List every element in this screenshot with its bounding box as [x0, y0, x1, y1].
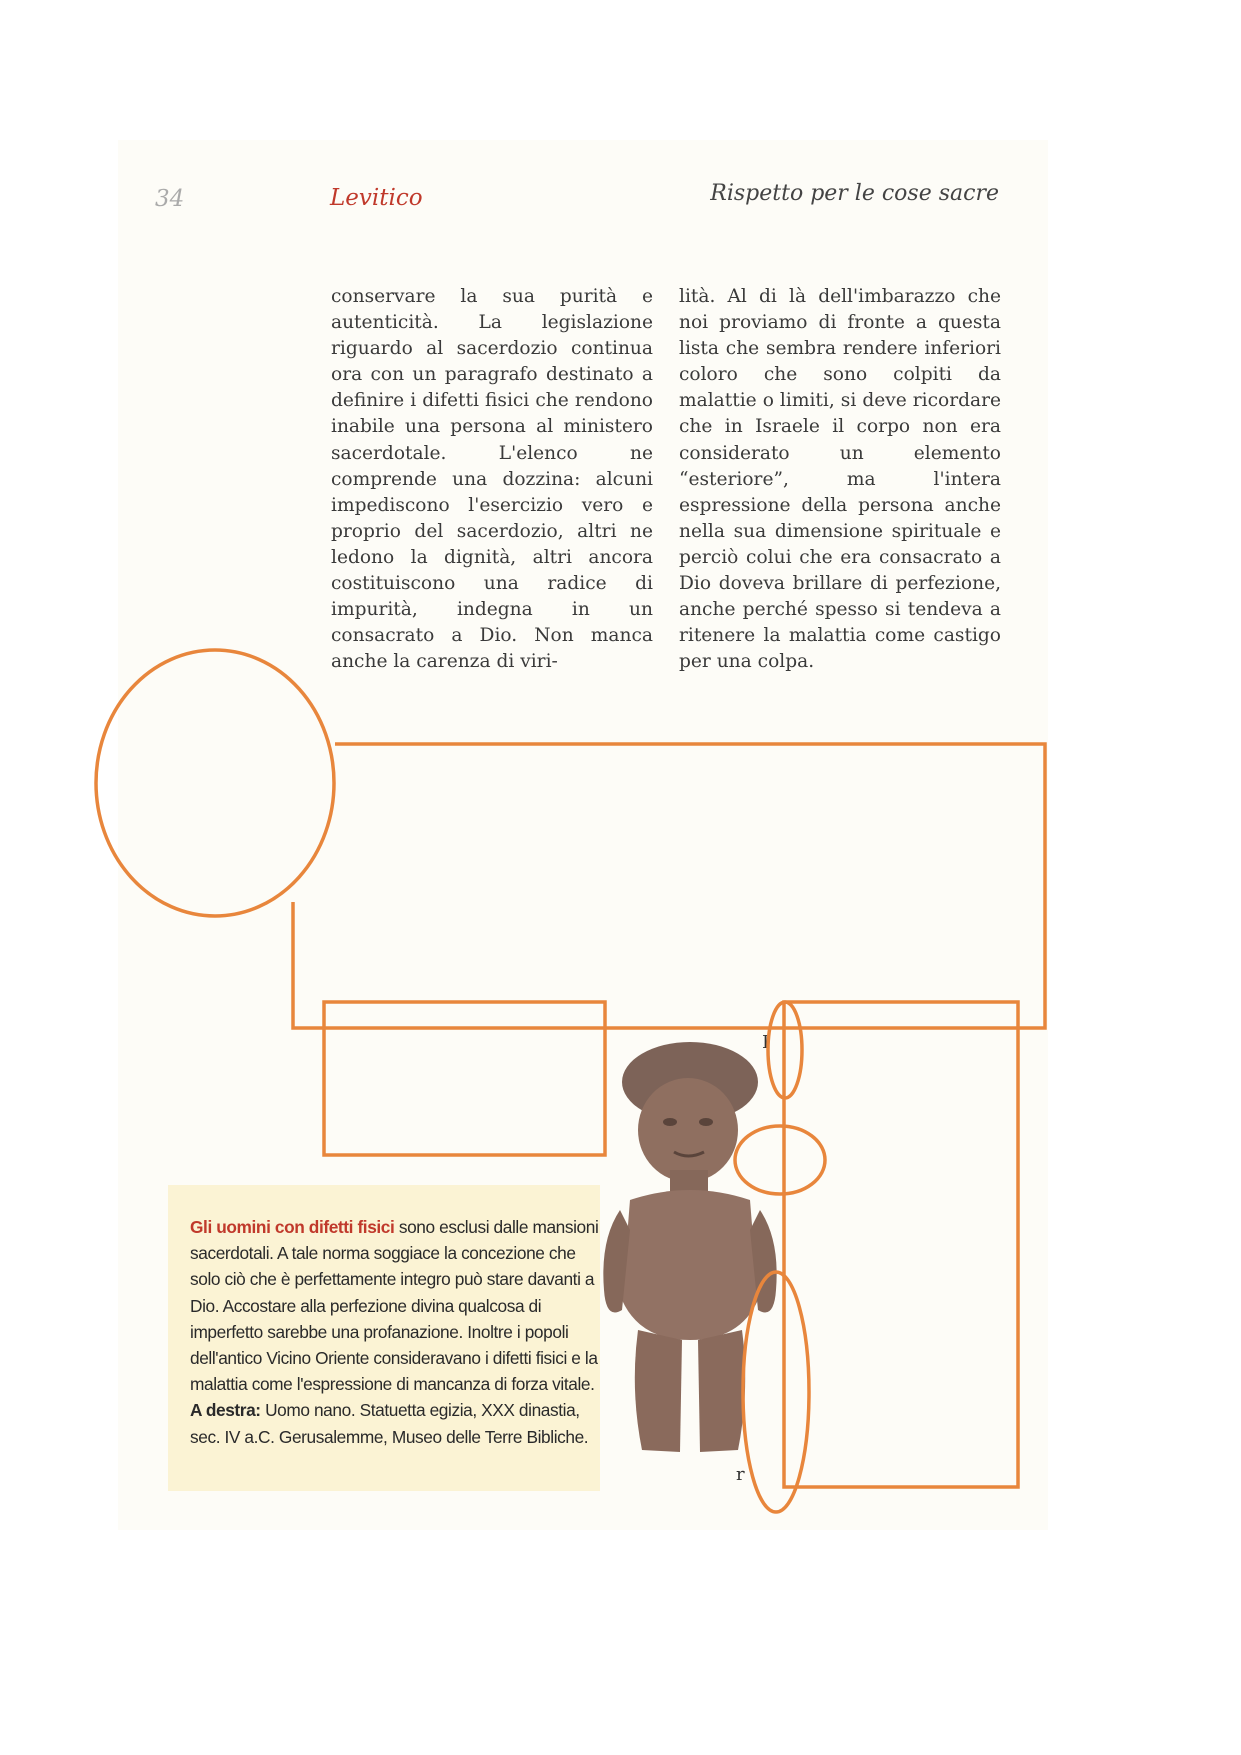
caption-right-label: A destra:: [190, 1400, 261, 1421]
text-fragment: I: [762, 1032, 770, 1053]
statue-image: [590, 1040, 790, 1500]
caption-right-text: Uomo nano. Statuetta egizia, XXX dinastia, sec. IV a.C. Gerusalemme, Museo delle Terre Bibliche.: [190, 1400, 589, 1447]
paragraph-right: lità. Al di là dell'imbarazzo che noi proviamo di fronte a questa lista che sembra rendere inferiori coloro che sono colpiti da malattie o limiti, si deve ricordare che in Israele il corpo non era considerato un elemento “esteriore”, ma l'intera espressione della persona anche nella sua dimensione spirituale e perciò colui che era consacrato a Dio doveva brillare di perfezione, anche perché spesso si tendeva a ritenere la malattia come castigo per una colpa.: [679, 286, 1001, 673]
section-title: Rispetto per le cose sacre: [710, 181, 999, 206]
paragraph-left: conservare la sua purità e autenticità. La legislazione riguardo al sacerdozio continua ora con un paragrafo destinato a definire i difetti fisici che rendono inabile una persona al ministero sacerdotale. L'elenco ne comprende una dozzina: alcuni impediscono l'esercizio vero e proprio del sacerdozio, altri ne ledono la dignità, altri ancora costituiscono una radice di impurità, indegna in un consacrato a Dio. Non manca anche la carenza di viri-: [331, 286, 653, 673]
text-fragment: r: [736, 1464, 745, 1485]
page-number: 34: [155, 186, 185, 212]
book-title: Levitico: [330, 185, 423, 211]
caption: [190, 1214, 600, 1450]
caption-text: sono esclusi dalle mansioni sacerdotali. A tale norma soggiace la concezione che solo ciò che è perfettamente integro può stare davanti a Dio. Accostare alla perfezione divina qualcosa di imperfetto sarebbe una profanazione. Inoltre i popoli dell'antico Vicino Oriente consideravano i difetti fisici e la malattia come l'espressione di mancanza di forza vitale.: [190, 1217, 599, 1395]
text-column-right: [679, 284, 1001, 675]
text-column-left: [331, 284, 653, 675]
caption-lead: Gli uomini con difetti fisici: [190, 1217, 395, 1237]
statue-figure: [603, 1042, 776, 1452]
